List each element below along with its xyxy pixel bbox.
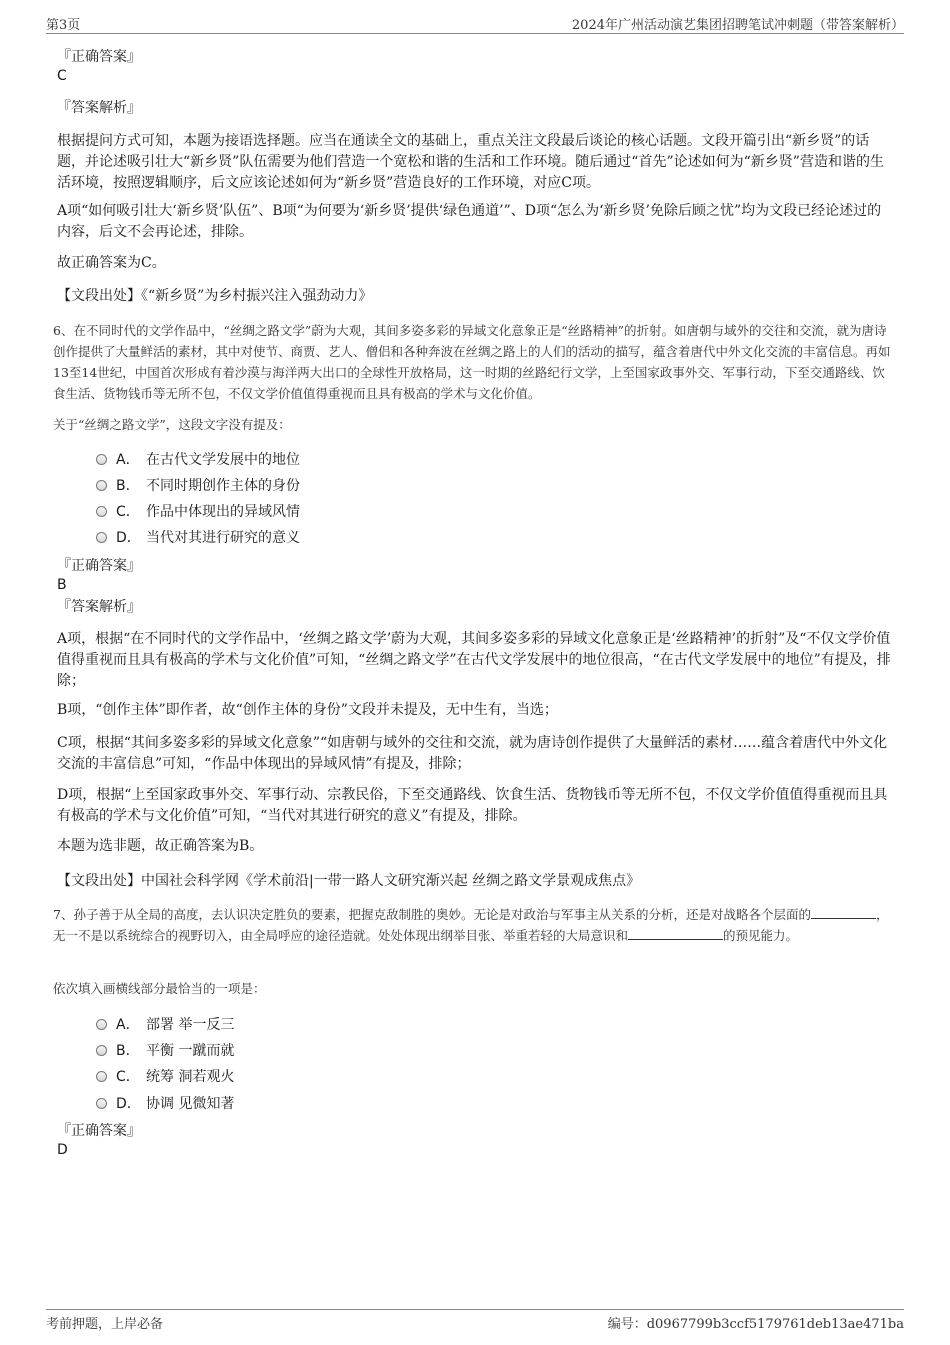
q5-answer-label: 『正确答案』 xyxy=(57,49,141,65)
q5-analysis-p3: 故正确答案为C。 xyxy=(57,255,166,271)
page-footer xyxy=(46,1313,904,1333)
radio-button-icon[interactable] xyxy=(96,1071,107,1082)
q5-source: 【文段出处】《“新乡贤”为乡村振兴注入强劲动力》 xyxy=(57,288,373,304)
q6-question: 关于“丝绸之路文学”，这段文字没有提及： xyxy=(53,417,291,432)
footer-divider xyxy=(46,1309,904,1310)
q7-option-b[interactable]: B． 平衡 一蹴而就 xyxy=(96,1041,234,1061)
q6-option-a[interactable]: A． 在古代文学发展中的地位 xyxy=(96,450,300,470)
q7-option-c[interactable]: C． 统筹 洞若观火 xyxy=(96,1067,234,1087)
radio-button-icon[interactable] xyxy=(96,506,107,517)
radio-button-icon[interactable] xyxy=(96,1019,107,1030)
q6-answer: B xyxy=(57,577,67,593)
page-header xyxy=(46,14,904,34)
radio-button-icon[interactable] xyxy=(96,454,107,465)
q5-analysis-p1: 根据提问方式可知，本题为接语选择题。应当在通读全文的基础上，重点关注文段最后谈论的核心话题。文段开篇引出“新乡贤”的话题，并论述吸引壮大“新乡贤”队伍需要为他们营造一个宽松和谐的生活和工作环境。随后通过“首先”论述如何为“新乡贤”营造和谐的生活环境，按照逻辑顺序，后文应该论述如何为“新乡贤”营造良好的工作环境，对应C项。 xyxy=(57,133,884,191)
radio-button-icon[interactable] xyxy=(96,532,107,543)
q5-analysis-label: 『答案解析』 xyxy=(57,100,141,116)
fill-blank-2 xyxy=(628,927,723,940)
page-number: 第3页 xyxy=(46,18,81,33)
q5-analysis-p2: A项“如何吸引壮大‘新乡贤’队伍”、B项“为何要为‘新乡贤’提供‘绿色通道’”、D项“怎么为‘新乡贤’免除后顾之忧”均为文段已经论述过的内容，后文不会再论述，排除。 xyxy=(57,203,882,240)
q7-question: 依次填入画横线部分最恰当的一项是： xyxy=(53,981,266,996)
q6-analysis-d: D项，根据“上至国家政事外交、军事行动、宗教民俗，下至交通路线、饮食生活、货物钱币等无所不包，不仅文学价值值得重视而且具有极高的学术与文化价值”可知，“当代对其进行研究的意义”有提及，排除。 xyxy=(57,787,888,824)
q6-source: 【文段出处】中国社会科学网《学术前沿|一带一路人文研究渐兴起 丝绸之路文学景观成焦点》 xyxy=(57,873,641,889)
q6-analysis-c: C项，根据“其间多姿多彩的异域文化意象”“如唐朝与域外的交往和交流，就为唐诗创作提供了大量鲜活的素材……蕴含着唐代中外文化交流的丰富信息”可知，“作品中体现出的异域风情”有提及，排除； xyxy=(57,735,888,772)
document-title: 2024年广州活动演艺集团招聘笔试冲刺题（带答案解析） xyxy=(571,18,904,33)
footer-slogan: 考前押题，上岸必备 xyxy=(46,1317,164,1332)
q6-answer-label: 『正确答案』 xyxy=(57,558,141,574)
q6-analysis-b: B项，“创作主体”即作者，故“创作主体的身份”文段并未提及，无中生有，当选； xyxy=(57,702,558,718)
q7-stem: 7、孙子善于从全局的高度，去认识决定胜负的要素，把握克敌制胜的奥妙。无论是对政治与军事主从关系的分析，还是对战略各个层面的 ，无一不是以系统综合的视野切入，由全局呼应的途径造就。处处体现出纲举目张、举重若轻的大局意识和 的预见能力。 xyxy=(53,907,889,943)
q6-stem: 6、在不同时代的文学作品中，“丝绸之路文学”蔚为大观，其间多姿多彩的异域文化意象正是“丝路精神”的折射。如唐朝与域外的交往和交流，就为唐诗创作提供了大量鲜活的素材，其中对使节、商贾、艺人、僧侣和各种奔波在丝绸之路上的人们的活动的描写，蕴含着唐代中外文化交流的丰富信息。再如13至14世纪，中国首次形成有着沙漠与海洋两大出口的全球性开放格局，这一时期的丝路纪行文学，上至国家政事外交、军事行动，下至交通路线、饮食生活、货物钱币等无所不包，不仅文学价值值得重视而且具有极高的学术与文化价值。 xyxy=(53,323,891,401)
q7-option-a[interactable]: A． 部署 举一反三 xyxy=(96,1015,234,1035)
q6-conclusion: 本题为选非题，故正确答案为B。 xyxy=(57,838,264,854)
q6-analysis-a: A项，根据“在不同时代的文学作品中，‘丝绸之路文学’蔚为大观，其间多姿多彩的异域文化意象正是‘丝路精神’的折射”及“不仅文学价值值得重视而且具有极高的学术与文化价值”可知，“丝绸之路文学”在古代文学发展中的地位很高，“在古代文学发展中的地位”有提及，排除； xyxy=(57,631,891,689)
q7-answer-label: 『正确答案』 xyxy=(57,1123,141,1139)
q6-option-d[interactable]: D． 当代对其进行研究的意义 xyxy=(96,528,300,548)
document-id: 编号：d0967799b3ccf5179761deb13ae471ba xyxy=(607,1317,904,1332)
q6-option-b[interactable]: B． 不同时期创作主体的身份 xyxy=(96,476,300,496)
q6-option-c[interactable]: C． 作品中体现出的异域风情 xyxy=(96,502,300,522)
fill-blank-1 xyxy=(811,906,876,919)
q6-analysis-label: 『答案解析』 xyxy=(57,599,141,615)
q5-answer: C xyxy=(57,68,67,84)
q7-option-d[interactable]: D． 协调 见微知著 xyxy=(96,1094,234,1114)
radio-button-icon[interactable] xyxy=(96,1098,107,1109)
radio-button-icon[interactable] xyxy=(96,480,107,491)
radio-button-icon[interactable] xyxy=(96,1045,107,1056)
header-divider xyxy=(46,33,904,34)
q7-answer: D xyxy=(57,1142,68,1158)
